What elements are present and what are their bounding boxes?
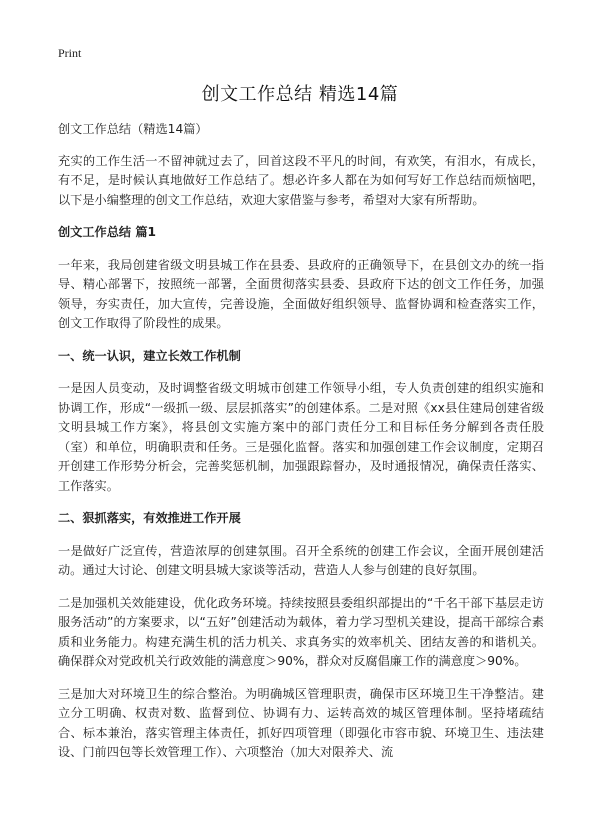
- section-1-heading: 一、统一认识，建立长效工作机制: [58, 348, 241, 363]
- section-2-heading: 二、狠抓落实，有效推进工作开展: [58, 511, 241, 525]
- intro-paragraph: 充实的工作生活一不留神就过去了，回首这段不平凡的时间，有欢笑，有泪水，有成长，有不足，是时候认真地做好工作总结了。想必许多人都在为如何写好工作总结而烦恼吧，以下是小编整理的创文工作总结，欢迎大家借鉴与参考，希望对大家有所帮助。: [58, 153, 544, 207]
- section-1-paragraph: 一是因人员变动，及时调整省级文明城市创建工作领导小组，专人负责创建的组织实施和协调工作，形成“一级抓一级、层层抓落实”的创建体系。二是对照《xx县住建局创建省级文明县城工作方案》，将县创文实施方案中的部门责任分工和目标任务分解到各责任股（室）和单位，明确职责和任务。三是强化监督。落实和加强创建工作会议制度，定期召开创建工作形势分析会，完善奖惩机制，加强跟踪督办，及时通报情况，确保责任落实、工作落实。: [58, 381, 544, 493]
- document-body: [58, 120, 544, 776]
- print-label: Print: [58, 46, 82, 60]
- section-2-paragraph-1: 一是做好广泛宣传，营造浓厚的创建氛围。召开全系统的创建工作会议，全面开展创建活动。通过大讨论、创建文明县城大家谈等活动，营造人人参与创建的良好氛围。: [58, 543, 544, 577]
- article-paragraph-1: 一年来，我局创建省级文明县城工作在县委、县政府的正确领导下，在县创文办的统一指导、精心部署下，按照统一部署，全面贯彻落实县委、县政府下达的创文工作任务，加强领导，夯实责任，加大宣传，完善设施，全面做好组织领导、监督协调和检查落实工作，创文工作取得了阶段性的成果。: [58, 257, 544, 330]
- document-title: 创文工作总结 精选14篇: [201, 84, 399, 105]
- document-subtitle: 创文工作总结（精选14篇）: [58, 122, 208, 136]
- article-heading: 创文工作总结 篇1: [58, 225, 157, 239]
- section-2-paragraph-2: 二是加强机关效能建设，优化政务环境。持续按照县委组织部提出的“千名干部下基层走访服务活动”的方案要求，以“五好”创建活动为载体，着力学习型机关建设，提高干部综合素质和业务能力。构建充满生机的活力机关、求真务实的效率机关、团结友善的和谐机关。确保群众对党政机关行政效能的满意度＞90%，群众对反腐倡廉工作的满意度＞90%。: [58, 595, 544, 668]
- section-2-paragraph-3: 三是加大对环境卫生的综合整治。为明确城区管理职责，确保市区环境卫生干净整洁。建立分工明确、权责对数、监督到位、协调有力、运转高效的城区管理体制。坚持堵疏结合、标本兼治，落实管理主体责任，抓好四项管理（即强化市容市貌、环境卫生、违法建设、门前四包等长效管理工作）、六项整治（加大对限养犬、流: [58, 686, 544, 759]
